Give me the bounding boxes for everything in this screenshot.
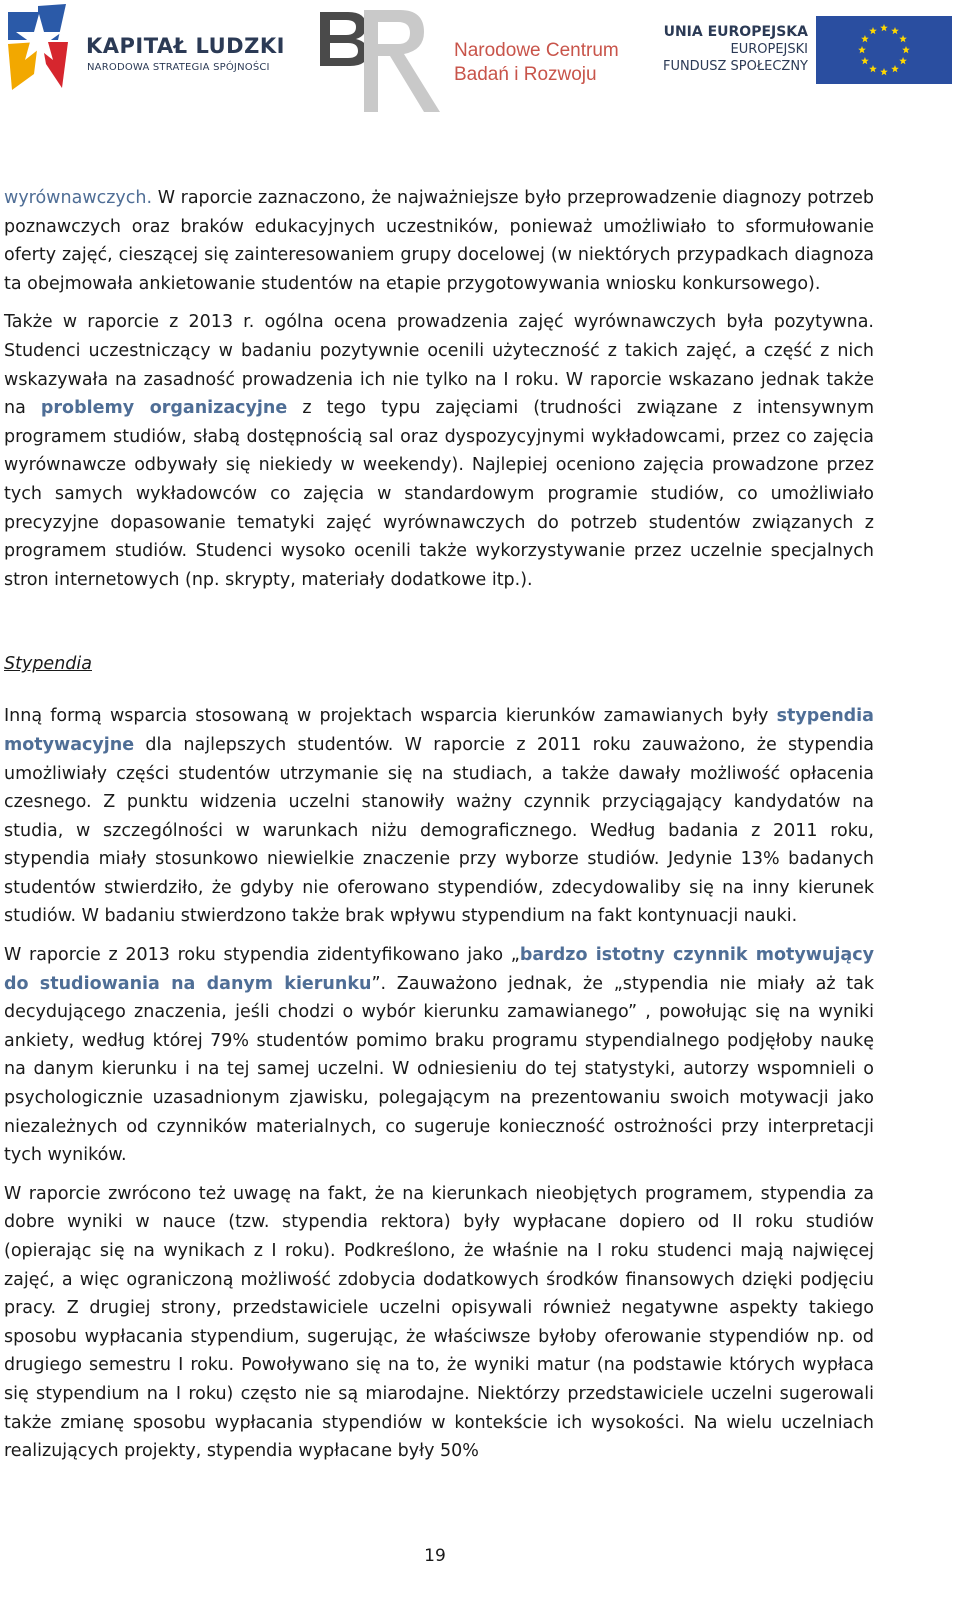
paragraph (4, 184, 874, 298)
paragraph (4, 1180, 874, 1466)
eu-logo (652, 14, 952, 94)
highlighted-term: bardzo istotny czynnik motywujący do studiowania na danym kierunku (4, 945, 875, 994)
continued-term: wyrównawczych. (4, 188, 153, 208)
paragraph (4, 941, 874, 1170)
highlighted-term: problemy organizacyjne (40, 398, 288, 419)
kapital-ludzki-star-icon (6, 4, 76, 94)
ncbr-br-mark-icon (316, 6, 451, 118)
paragraph (4, 702, 874, 931)
eu-logo-line3: FUNDUSZ SPOŁECZNY (662, 59, 808, 74)
ncbr-name-line2: Badań i Rozwoju (454, 64, 597, 85)
kapital-ludzki-subtitle: NARODOWA STRATEGIA SPÓJNOŚCI (87, 62, 270, 73)
paragraph-text: W raporcie z 2013 roku stypendia zidentyfikowano jako „ (4, 945, 520, 966)
eu-logo-line2: EUROPEJSKI (730, 42, 808, 57)
ncbr-logo (316, 6, 636, 118)
paragraph (4, 308, 874, 594)
paragraph-text: W raporcie zwrócono też uwagę na fakt, że na kierunkach nieobjętych programem, stypendia za dobre wyniki w nauce (tzw. stypendia rektora) były wypłacane dopiero od II roku studiów (opierając się na wynikach z I roku). Podkreślono, że właśnie na I roku studenci mają najwięcej zajęć, a więc ograniczoną możliwość zdobycia dodatkowych środków finansowych dzięki podjęciu pracy. Z drugiej strony, przedstawiciele uczelni opisywali również negatywne aspekty takiego sposobu wypłacania stypendium, sugerując, że właściwsze byłoby oferowanie stypendiów np. od drugiego semestru I roku. Powoływano się na to, że wyniki matur (na podstawie których wypłaca się stypendium na I roku) często nie są miarodajne. Niektórzy przedstawiciele uczelni sugerowali także zmianę sposobu wypłacania stypendiów w kontekście ich wysokości. Na wielu uczelniach realizujących projekty, stypendia wypłacane były 50% (4, 1183, 874, 1462)
paragraph-text: Także w raporcie z 2013 r. ogólna ocena prowadzenia zajęć wyrównawczych była pozytywna. Studenci uczestniczący w badaniu pozytywnie ocenili użyteczność z takich zajęć, a część z nich wskazywała na zasadność prowadzenia ich nie tylko na I roku. W raporcie wskazano jednak także na (4, 312, 874, 419)
paragraph-text: ”. Zauważono jednak, że „stypendia nie miały aż tak decydującego znaczenia, jeśli chodzi o wybór kierunku zamawianego” , powołując się na wyniki ankiety, według której 79% studentów pomimo braku programu stypendialnego podjęłoby naukę na danym kierunku i na tej samej uczelni. W odniesieniu do tej statystyki, autorzy wspomnieli o psychologicznie uzasadnionym zjawisku, polegającym na prezentowaniu swoich motywacji jako niezależnych od czynników materialnych, co sugeruje konieczność ostrożności przy interpretacji tych wyników. (4, 973, 874, 1166)
kapital-ludzki-logo (6, 4, 296, 94)
page-header (0, 0, 960, 120)
highlighted-term: stypendia motywacyjne (4, 706, 874, 755)
eu-logo-line1: UNIA EUROPEJSKA (663, 24, 808, 40)
page-number: 19 (424, 1546, 446, 1566)
ncbr-name-line1: Narodowe Centrum (454, 40, 619, 61)
eu-flag-icon (816, 16, 952, 84)
paragraph-text: dla najlepszych studentów. W raporcie z 2011 roku zauważono, że stypendia umożliwiały części studentów utrzymanie się na studiach, a także dawały możliwość opłacenia czesnego. Z punktu widzenia uczelni stanowiły ważny czynnik przyciągający kandydatów na studia, w szczególności w warunkach niżu demograficznego. Według badania z 2011 roku, stypendia miały stosunkowo niewielkie znaczenie przy wyborze studiów. Jedynie 13% badanych studentów stwierdziło, że gdyby nie oferowano stypendiów, zdecydowaliby się na inny kierunek studiów. W badaniu stwierdzono także brak wpływu stypendium na fakt kontynuacji nauki. (4, 734, 874, 927)
document-body (4, 184, 874, 1466)
section-heading: Stypendia (4, 654, 92, 675)
kapital-ludzki-title: KAPITAŁ LUDZKI (86, 34, 285, 58)
paragraph-text: Inną formą wsparcia stosowaną w projektach wsparcia kierunków zamawianych były (4, 706, 777, 727)
paragraph-text: W raporcie zaznaczono, że najważniejsze było przeprowadzenie diagnozy potrzeb poznawczych oraz braków edukacyjnych uczestników, ponieważ umożliwiało to sformułowanie oferty zajęć, cieszącej się zainteresowaniem grupy docelowej (w niektórych przypadkach diagnoza ta obejmowała ankietowanie studentów na etapie przygotowywania wniosku konkursowego). (4, 188, 874, 294)
paragraph-text: z tego typu zajęciami (trudności związane z intensywnym programem studiów, słabą dostępnością sal oraz dyspozycyjnymi wykładowcami, przez co zajęcia wyrównawcze odbywały się niekiedy w weekendy). Najlepiej oceniono zajęcia prowadzone przez tych samych wykładowców co zajęcia w standardowym programie studiów, co umożliwiało precyzyjne dopasowanie tematyki zajęć wyrównawczych do potrzeb studentów związanych z programem studiów. Studenci wysoko ocenili także wykorzystywanie przez uczelnie specjalnych stron internetowych (np. skrypty, materiały dodatkowe itp.). (4, 398, 874, 590)
